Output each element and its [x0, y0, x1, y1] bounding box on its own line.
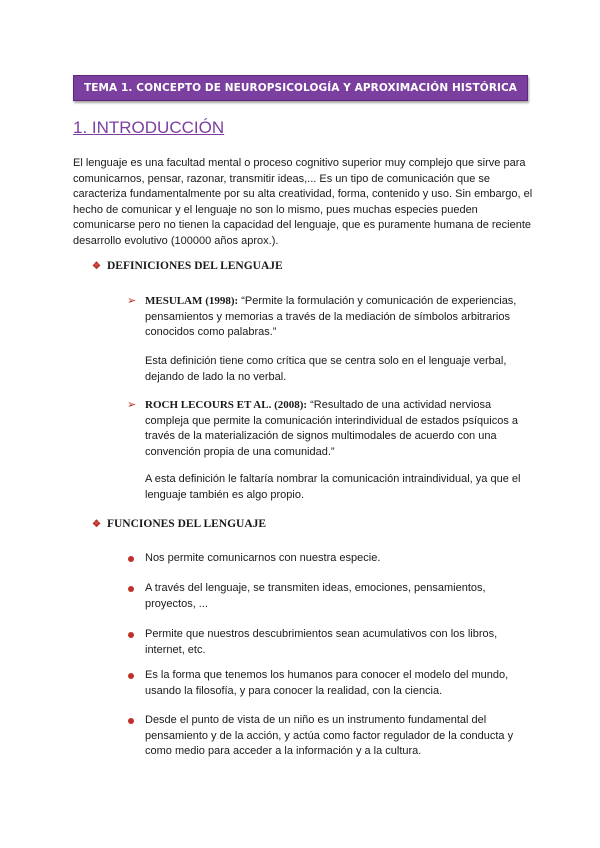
section-heading-introduccion: 1. INTRODUCCIÓN	[73, 118, 225, 137]
definition-quote: “Permite la formulación y comunicación de experiencias, pensamientos y memorias a través de la mediación de símbolos arbitrarios conocidos como palabras.”	[145, 295, 517, 338]
definition-author: ROCH LECOURS ET AL. (2008):	[145, 399, 308, 411]
chapter-title-banner: TEMA 1. CONCEPTO DE NEUROPSICOLOGÍA Y APROXIMACIÓN HISTÓRICA	[73, 75, 528, 101]
dot-bullet-icon	[128, 632, 134, 638]
definition-item	[145, 294, 530, 341]
function-item: Nos permite comunicarnos con nuestra especie.	[145, 552, 381, 564]
definition-item	[145, 398, 530, 460]
definition-comment: A esta definición le faltaría nombrar la comunicación intraindividual, ya que el lenguaje también es algo propio.	[145, 473, 521, 501]
dot-bullet-icon	[128, 556, 134, 562]
dot-bullet-icon	[128, 673, 134, 679]
functions-heading	[92, 518, 266, 530]
functions-heading-text: FUNCIONES DEL LENGUAJE	[106, 518, 267, 530]
definition-comment: Esta definición tiene como crítica que se centra solo en el lenguaje verbal, dejando de lado la no verbal.	[145, 355, 507, 383]
dot-bullet-icon	[128, 586, 134, 592]
diamond-bullet-icon: ❖	[92, 261, 101, 272]
function-item: Desde el punto de vista de un niño es un instrumento fundamental del pensamiento y de la acción, y actúa como factor regulador de la conducta y como medio para acceder a la información y a la cultura.	[145, 714, 514, 757]
function-item: A través del lenguaje, se transmiten ideas, emociones, pensamientos, proyectos, ...	[145, 582, 486, 610]
arrow-bullet-icon: ➢	[127, 399, 137, 411]
intro-paragraph: El lenguaje es una facultad mental o proceso cognitivo superior muy complejo que sirve para comunicarnos, pensar, razonar, transmitir ideas,... Es un tipo de comunicación que se caracteriza fundamentalmente por su alta creatividad, forma, contenido y uso. Sin embargo, el hecho de comunicar y el lenguaje no son lo mismo, pues muchas especies pueden comunicarse pero no tienen la capacidad del lenguaje, que es puramente humana de reciente desarrollo evolutivo (100000 años aprox.).	[73, 157, 533, 247]
diamond-bullet-icon: ❖	[92, 519, 101, 530]
dot-bullet-icon	[128, 718, 134, 724]
arrow-bullet-icon: ➢	[127, 295, 137, 307]
definitions-heading	[92, 260, 283, 272]
definitions-heading-text: DEFINICIONES DEL LENGUAJE	[106, 260, 283, 272]
definition-author: MESULAM (1998):	[145, 295, 239, 307]
definition-quote: “Resultado de una actividad nerviosa compleja que permite la comunicación interindividual de estados psíquicos a través de la materialización de signos multimodales de acuerdo con una convención propia de una comunidad.”	[145, 399, 518, 458]
function-item: Es la forma que tenemos los humanos para conocer el modelo del mundo, usando la filosofía, y para conocer la realidad, con la ciencia.	[145, 669, 509, 697]
function-item: Permite que nuestros descubrimientos sean acumulativos con los libros, internet, etc.	[145, 628, 498, 656]
